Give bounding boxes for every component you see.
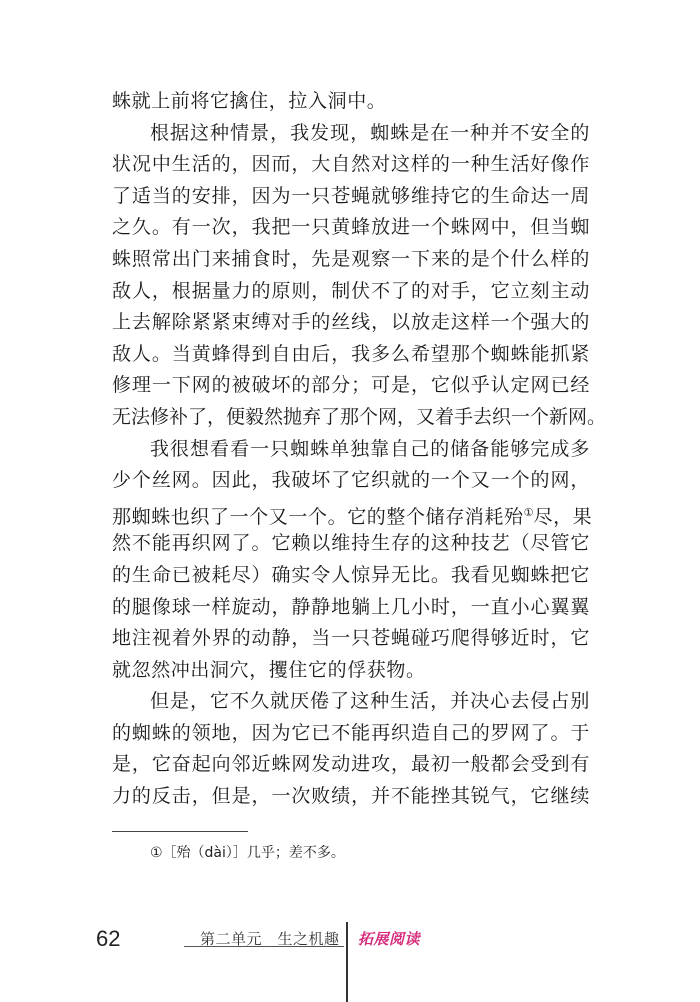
text-line: 的腿像球一样旋动，静静地躺上几小时，一直小心翼翼 bbox=[112, 595, 590, 618]
page-footer bbox=[0, 920, 700, 1000]
text-line: 然不能再织网了。它赖以维持生存的这种技艺（尽管它 bbox=[112, 532, 590, 555]
body-text bbox=[112, 86, 607, 813]
text-line: 力的反击，但是，一次败绩，并不能挫其锐气，它继续 bbox=[112, 785, 590, 808]
text-line: 蛛就上前将它擒住，拉入洞中。 bbox=[112, 90, 387, 112]
footer-divider bbox=[184, 946, 344, 947]
text-line: 地注视着外界的动静，当一只苍蝇碰巧爬得够近时，它 bbox=[112, 627, 590, 650]
page-number: 62 bbox=[96, 926, 121, 951]
text-line: 根据这种情景，我发现，蜘蛛是在一种并不安全的 bbox=[150, 121, 590, 144]
footnote: ①［殆（dài）］几乎；差不多。 bbox=[150, 845, 345, 861]
text-line-with-footnote-ref bbox=[112, 497, 593, 529]
footnote-divider bbox=[112, 831, 248, 832]
footer-vertical-divider bbox=[346, 922, 348, 1002]
text-line: 之久。有一次，我把一只黄蜂放进一个蛛网中，但当蜘 bbox=[112, 216, 590, 239]
text-segment: 那蜘蛛也织了一个又一个。它的整个储存消耗殆 bbox=[112, 505, 524, 528]
text-line: 少个丝网。因此，我破坏了它织就的一个又一个的网， bbox=[112, 469, 590, 492]
text-line: 是，它奋起向邻近蛛网发动进攻，最初一般都会受到有 bbox=[112, 753, 590, 776]
text-line: 了适当的安排，因为一只苍蝇就够维持它的生命达一周 bbox=[112, 184, 590, 207]
text-segment: 尽，果 bbox=[533, 505, 593, 528]
text-line: 蛛照常出门来捕食时，先是观察一下来的是个什么样的 bbox=[112, 247, 590, 270]
text-line: 的蜘蛛的领地，因为它已不能再织造自己的罗网了。于 bbox=[112, 721, 590, 744]
text-line: 敌人。当黄蜂得到自由后，我多么希望那个蜘蛛能抓紧 bbox=[112, 342, 590, 365]
text-line: 就忽然冲出洞穴，攫住它的俘获物。 bbox=[112, 658, 426, 681]
text-line: 敌人，根据量力的原则，制伏不了的对手，它立刻主动 bbox=[112, 279, 590, 302]
text-line: 的生命已被耗尽）确实令人惊异无比。我看见蜘蛛把它 bbox=[112, 563, 590, 586]
text-line: 修理一下网的被破坏的部分；可是，它似乎认定网已经 bbox=[112, 374, 590, 397]
text-line: 无法修补了，便毅然抛弃了那个网，又着手去织一个新网。 bbox=[112, 405, 607, 428]
unit-title: 第二单元 生之机趣 bbox=[200, 930, 340, 948]
text-line: 我很想看看一只蜘蛛单独靠自己的储备能够完成多 bbox=[150, 437, 590, 460]
text-line: 上去解除紧紧束缚对手的丝线，以放走这样一个强大的 bbox=[112, 311, 590, 334]
section-tag: 拓展阅读 bbox=[358, 930, 421, 948]
text-line: 状况中生活的，因而，大自然对这样的一种生活好像作 bbox=[112, 153, 590, 176]
footnote-reference[interactable]: ① bbox=[523, 505, 534, 519]
text-line: 但是，它不久就厌倦了这种生活，并决心去侵占别 bbox=[150, 690, 590, 713]
